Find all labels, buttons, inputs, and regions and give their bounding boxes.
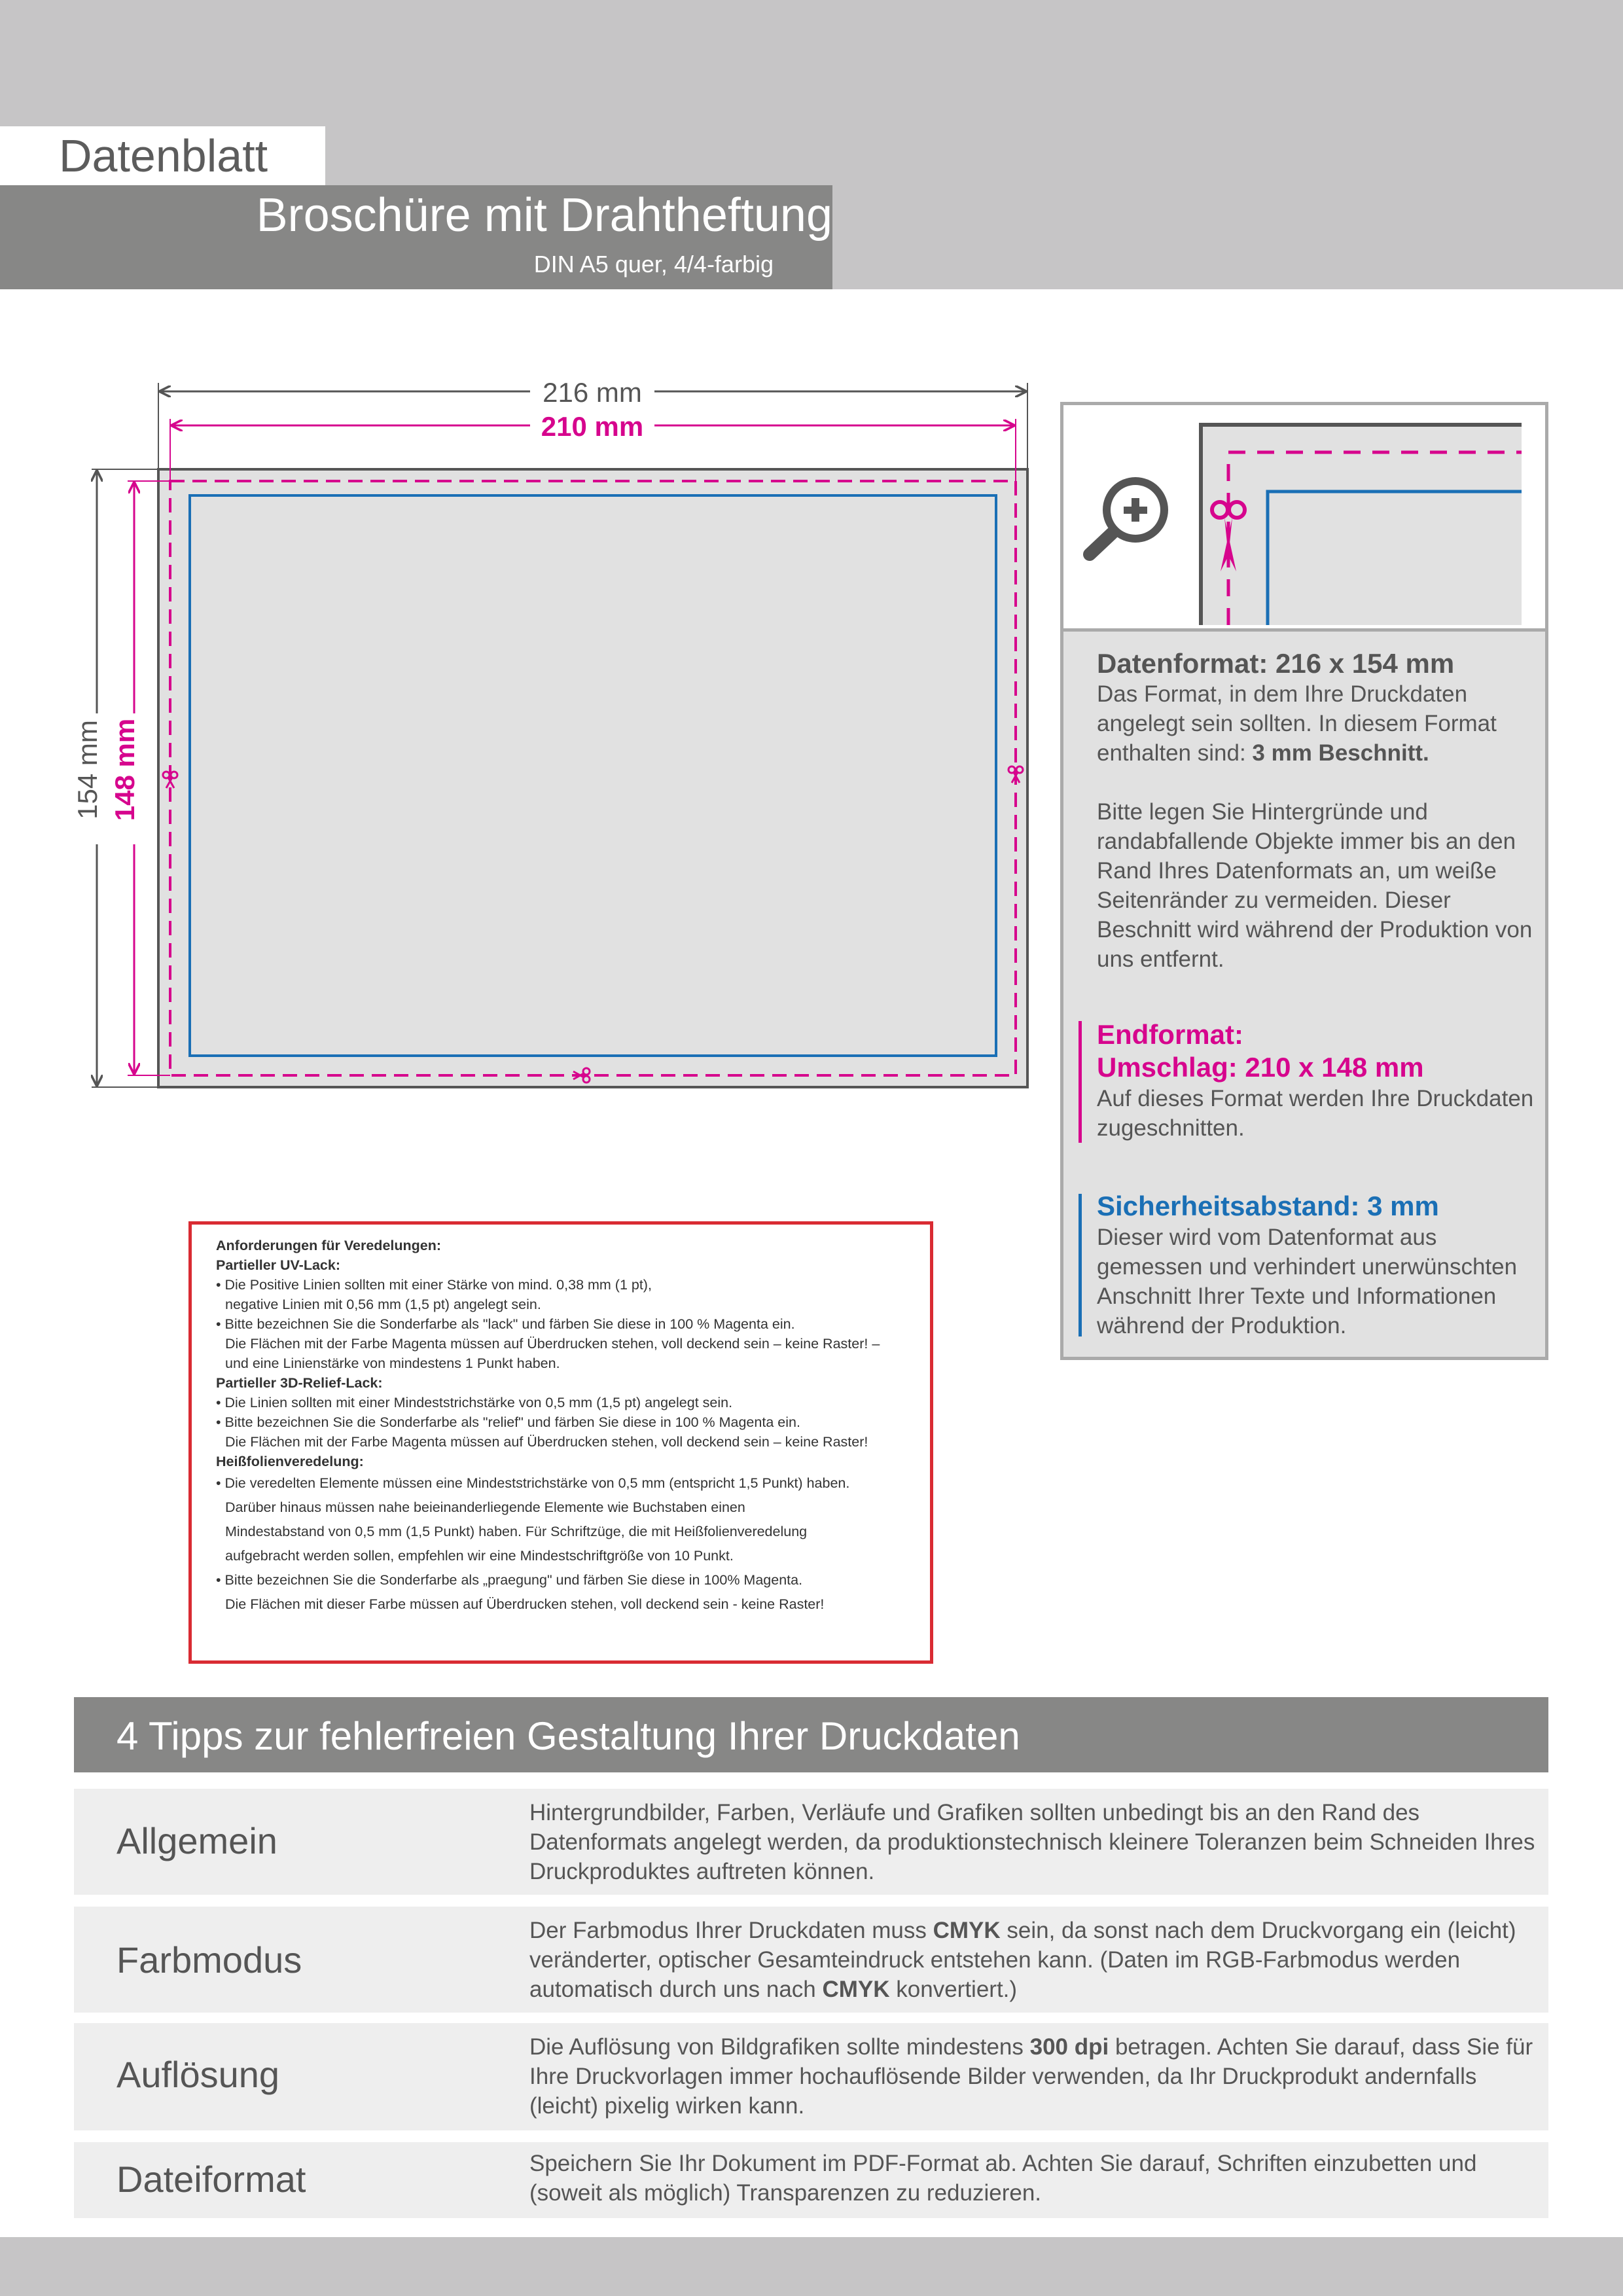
- width-outer-label: 216 mm: [543, 377, 642, 408]
- requirements-text: [216, 1236, 923, 1617]
- tip-row-allgemein: [74, 1789, 1548, 1895]
- sicherheit-section: [1097, 1190, 1542, 1340]
- height-outer-label: 154 mm: [72, 720, 103, 819]
- height-inner-label: 148 mm: [109, 718, 140, 821]
- tip-label: Auflösung: [116, 2054, 280, 2095]
- tip-text-part: konvertiert.): [889, 1977, 1018, 2002]
- datenformat-bold: 3 mm Beschnitt.: [1252, 740, 1429, 766]
- tip-text-part: betragen. Achten Sie darauf, dass Sie für Ihre Druckvorlagen immer hochauflösende Bilder verwenden, da Ihr Druckprodukt andernfalls (leicht) pixelig wirken kann.: [529, 2034, 1533, 2119]
- document-label: Datenblatt: [59, 130, 268, 181]
- tip-label: Farbmodus: [116, 1939, 302, 1981]
- endformat-marker: [1079, 1021, 1082, 1143]
- tip-text: Hintergrundbilder, Farben, Verläufe und Grafiken sollten unbedingt bis an den Rand des Datenformats angelegt werden, da produktionstechnisch kleinere Toleranzen beim Schneiden Ihres Druckproduktes auftreten können.: [529, 1800, 1535, 1884]
- tip-text-bold: CMYK: [822, 1977, 890, 2002]
- req-line: • Die Linien sollten mit einer Mindeststrichstärke von 0,5 mm (1,5 pt) angelegt sein.: [216, 1395, 733, 1410]
- req-line: aufgebracht werden sollen, empfehlen wir eine Mindestschriftgröße von 10 Punkt.: [225, 1548, 734, 1564]
- req-line: • Die Positive Linien sollten mit einer Stärke von mind. 0,38 mm (1 pt),: [216, 1277, 652, 1293]
- req-line: Die Flächen mit der Farbe Magenta müssen auf Überdrucken stehen, voll deckend sein – keine Raster!: [225, 1434, 868, 1450]
- width-inner-label: 210 mm: [541, 411, 644, 442]
- req-line: und eine Linienstärke von mindestens 1 Punkt haben.: [225, 1355, 560, 1371]
- sicherheit-title: Sicherheitsabstand: 3 mm: [1097, 1191, 1439, 1221]
- req-line: • Die veredelten Elemente müssen eine Mindeststrichstärke von 0,5 mm (entspricht 1,5 Punkt) haben.: [216, 1475, 850, 1491]
- tip-row-dateiformat: [74, 2142, 1548, 2218]
- req-line: • Bitte bezeichnen Sie die Sonderfarbe als „praegung" und färben Sie diese in 100% Magenta.: [216, 1572, 803, 1588]
- zoom-in-icon: [1090, 477, 1168, 554]
- datenformat-text-2: Bitte legen Sie Hintergründe und randabfallende Objekte immer bis an den Rand Ihres Datenformats an, um weiße Seitenränder zu vermeiden. Dieser Beschnitt wird während der Produktion von uns entfernt.: [1097, 799, 1533, 972]
- tip-label: Dateiformat: [116, 2159, 306, 2200]
- data-format-rect: [158, 469, 1027, 1087]
- endformat-text: Auf dieses Format werden Ihre Druckdaten zugeschnitten.: [1097, 1086, 1534, 1141]
- tip-row-farbmodus: [74, 1907, 1548, 2013]
- tip-text: [529, 2032, 1537, 2121]
- endformat-title: Endformat:: [1097, 1019, 1243, 1050]
- format-diagram: [0, 367, 1060, 1113]
- req-line: Die Flächen mit der Farbe Magenta müssen auf Überdrucken stehen, voll deckend sein – keine Raster! –: [225, 1336, 880, 1352]
- footer-band: [0, 2237, 1623, 2296]
- req-line: • Bitte bezeichnen Sie die Sonderfarbe als "lack" und färben Sie diese in 100 % Magenta ein.: [216, 1316, 795, 1332]
- sicherheit-text: Dieser wird vom Datenformat aus gemessen und verhindert unerwünschten Anschnitt Ihrer Texte und Informationen während der Produktion.: [1097, 1225, 1518, 1338]
- tip-text: Speichern Sie Ihr Dokument im PDF-Format ab. Achten Sie darauf, Schriften einzubetten und (soweit als möglich) Transparenzen zu reduzieren.: [529, 2151, 1477, 2206]
- req-line: • Bitte bezeichnen Sie die Sonderfarbe als "relief" und färben Sie diese in 100 % Magenta ein.: [216, 1414, 800, 1430]
- tip-text: [529, 1916, 1537, 2004]
- datenformat-title: Datenformat: 216 x 154 mm: [1097, 648, 1455, 679]
- datenformat-section: [1097, 648, 1542, 974]
- zoom-detail: [1063, 405, 1545, 632]
- req-title: Anforderungen für Veredelungen:: [216, 1238, 442, 1253]
- req-line: Darüber hinaus müssen nahe beieinanderliegende Elemente wie Buchstaben einen: [225, 1499, 745, 1515]
- req-line: negative Linien mit 0,56 mm (1,5 pt) angelegt sein.: [225, 1297, 541, 1312]
- req-relief-title: Partieller 3D-Relief-Lack:: [216, 1375, 383, 1391]
- safety-marker: [1079, 1194, 1082, 1336]
- tip-text-bold: CMYK: [933, 1918, 1001, 1943]
- document-subtitle: DIN A5 quer, 4/4-farbig: [533, 251, 774, 278]
- req-line: Mindestabstand von 0,5 mm (1,5 Punkt) haben. Für Schriftzüge, die mit Heißfolienveredelung: [225, 1524, 808, 1539]
- endformat-section: [1097, 1018, 1542, 1143]
- tip-label: Allgemein: [116, 1820, 277, 1861]
- document-title: Broschüre mit Drahtheftung: [256, 189, 832, 242]
- req-uv-title: Partieller UV-Lack:: [216, 1257, 341, 1273]
- tip-text-part: Der Farbmodus Ihrer Druckdaten muss: [529, 1918, 933, 1943]
- endformat-size: Umschlag: 210 x 148 mm: [1097, 1052, 1424, 1083]
- req-line: Die Flächen mit dieser Farbe müssen auf Überdrucken stehen, voll deckend sein - keine Raster!: [225, 1596, 825, 1612]
- tip-text-bold: 300 dpi: [1029, 2034, 1109, 2060]
- tip-text-part: Die Auflösung von Bildgrafiken sollte mindestens: [529, 2034, 1030, 2060]
- datenformat-text: Das Format, in dem Ihre Druckdaten angelegt sein sollten. In diesem Format enthalten sind:: [1097, 681, 1497, 766]
- tip-row-aufloesung: [74, 2023, 1548, 2130]
- req-hf-title: Heißfolienveredelung:: [216, 1454, 364, 1469]
- tip-text-part: sein, da sonst nach dem Druckvorgang ein (leicht) veränderter, optischer Gesamteindruck entstehen kann. (Daten im RGB-Farbmodus werden automatisch durch uns nach: [529, 1918, 1516, 2002]
- tips-heading: 4 Tipps zur fehlerfreien Gestaltung Ihrer Druckdaten: [116, 1714, 1020, 1758]
